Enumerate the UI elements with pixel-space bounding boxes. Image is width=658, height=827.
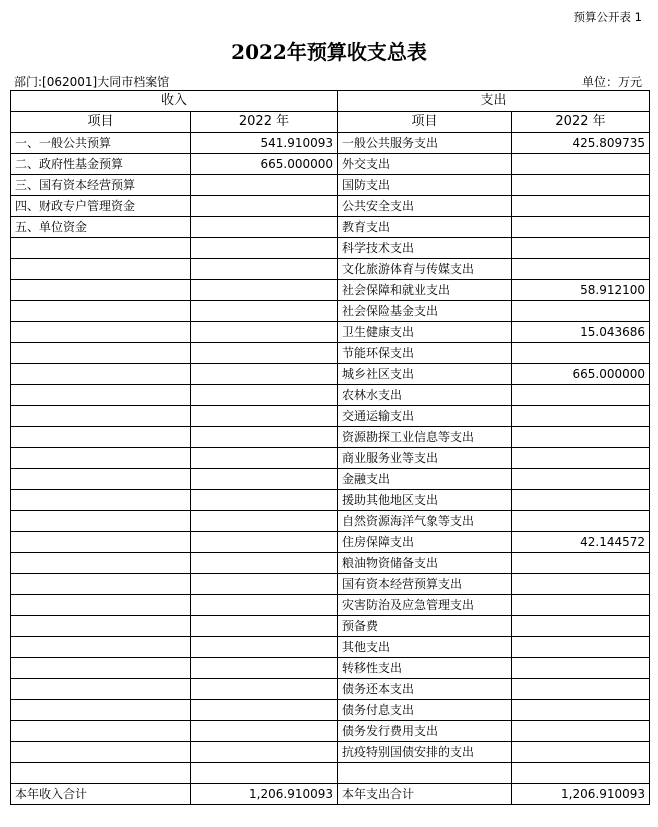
table-row xyxy=(11,574,650,595)
income-section-header: 收入 xyxy=(11,91,338,112)
table-number-label: 预算公开表 1 xyxy=(573,10,642,24)
table-row xyxy=(11,595,650,616)
income-item-cell xyxy=(11,511,191,532)
income-amount-cell xyxy=(191,364,338,385)
expense-item-cell: 转移性支出 xyxy=(338,658,512,679)
table-row xyxy=(11,217,650,238)
expense-item-cell: 卫生健康支出 xyxy=(338,322,512,343)
table-row xyxy=(11,322,650,343)
table-body xyxy=(11,133,650,784)
income-item-cell xyxy=(11,427,191,448)
expense-amount-cell: 42.144572 xyxy=(512,532,650,553)
income-item-cell: 一、一般公共预算 xyxy=(11,133,191,154)
expense-item-cell: 债务发行费用支出 xyxy=(338,721,512,742)
table-row xyxy=(11,469,650,490)
income-item-cell xyxy=(11,469,191,490)
budget-table xyxy=(10,90,650,805)
expense-item-cell: 粮油物资储备支出 xyxy=(338,553,512,574)
expense-amount-cell: 15.043686 xyxy=(512,322,650,343)
expense-item-cell: 农林水支出 xyxy=(338,385,512,406)
expense-item-cell: 灾害防治及应急管理支出 xyxy=(338,595,512,616)
income-amount-cell xyxy=(191,343,338,364)
expense-item-cell: 金融支出 xyxy=(338,469,512,490)
expense-amount-cell xyxy=(512,490,650,511)
expense-section-header: 支出 xyxy=(338,91,650,112)
expense-amount-cell xyxy=(512,175,650,196)
income-amount-cell xyxy=(191,637,338,658)
expense-amount-cell xyxy=(512,637,650,658)
expense-item-cell: 自然资源海洋气象等支出 xyxy=(338,511,512,532)
income-item-cell xyxy=(11,616,191,637)
section-header-row xyxy=(11,91,650,112)
income-amount-cell xyxy=(191,553,338,574)
income-amount-cell xyxy=(191,448,338,469)
income-item-cell xyxy=(11,763,191,784)
income-total-label: 本年收入合计 xyxy=(11,783,191,804)
income-item-cell xyxy=(11,658,191,679)
income-item-cell xyxy=(11,700,191,721)
expense-amount-cell xyxy=(512,763,650,784)
expense-amount-cell xyxy=(512,553,650,574)
income-amount-cell: 541.910093 xyxy=(191,133,338,154)
table-row xyxy=(11,364,650,385)
income-item-cell xyxy=(11,343,191,364)
table-row xyxy=(11,721,650,742)
expense-item-cell: 外交支出 xyxy=(338,154,512,175)
income-amount-cell xyxy=(191,763,338,784)
income-amount-cell xyxy=(191,658,338,679)
table-row xyxy=(11,154,650,175)
unit-label: 单位：万元 xyxy=(581,75,642,89)
income-amount-cell xyxy=(191,742,338,763)
table-row xyxy=(11,553,650,574)
expense-item-cell: 预备费 xyxy=(338,616,512,637)
table-row xyxy=(11,532,650,553)
income-amount-cell xyxy=(191,511,338,532)
income-amount-cell xyxy=(191,532,338,553)
expense-item-cell: 教育支出 xyxy=(338,217,512,238)
income-amount-cell xyxy=(191,469,338,490)
expense-item-cell: 社会保障和就业支出 xyxy=(338,280,512,301)
table-row xyxy=(11,259,650,280)
expense-item-cell: 科学技术支出 xyxy=(338,238,512,259)
income-amount-cell xyxy=(191,322,338,343)
income-item-cell: 五、单位资金 xyxy=(11,217,191,238)
expense-amount-cell xyxy=(512,301,650,322)
income-item-cell xyxy=(11,679,191,700)
table-row xyxy=(11,238,650,259)
expense-item-cell xyxy=(338,763,512,784)
expense-amount-cell xyxy=(512,700,650,721)
income-total-amount: 1,206.910093 xyxy=(191,783,338,804)
expense-total-amount: 1,206.910093 xyxy=(512,783,650,804)
income-item-cell xyxy=(11,448,191,469)
expense-amount-cell xyxy=(512,742,650,763)
income-item-header: 项目 xyxy=(11,112,191,133)
income-amount-cell xyxy=(191,679,338,700)
income-amount-cell xyxy=(191,406,338,427)
income-item-cell xyxy=(11,553,191,574)
income-item-cell: 四、财政专户管理资金 xyxy=(11,196,191,217)
income-amount-cell xyxy=(191,238,338,259)
income-amount-cell xyxy=(191,574,338,595)
table-row xyxy=(11,280,650,301)
table-row xyxy=(11,742,650,763)
table-row xyxy=(11,427,650,448)
income-item-cell xyxy=(11,238,191,259)
expense-amount-cell xyxy=(512,721,650,742)
income-amount-cell xyxy=(191,700,338,721)
income-item-cell: 二、政府性基金预算 xyxy=(11,154,191,175)
income-item-cell: 三、国有资本经营预算 xyxy=(11,175,191,196)
income-item-cell xyxy=(11,721,191,742)
expense-amount-cell xyxy=(512,154,650,175)
income-item-cell xyxy=(11,406,191,427)
expense-amount-cell xyxy=(512,259,650,280)
income-item-cell xyxy=(11,595,191,616)
income-item-cell xyxy=(11,322,191,343)
income-amount-cell xyxy=(191,301,338,322)
income-item-cell xyxy=(11,532,191,553)
income-amount-cell: 665.000000 xyxy=(191,154,338,175)
expense-amount-cell xyxy=(512,574,650,595)
expense-item-cell: 文化旅游体育与传媒支出 xyxy=(338,259,512,280)
expense-item-cell: 国防支出 xyxy=(338,175,512,196)
income-amount-cell xyxy=(191,385,338,406)
expense-item-cell: 公共安全支出 xyxy=(338,196,512,217)
income-item-cell xyxy=(11,385,191,406)
expense-amount-cell xyxy=(512,679,650,700)
expense-amount-cell xyxy=(512,658,650,679)
expense-amount-cell: 58.912100 xyxy=(512,280,650,301)
income-item-cell xyxy=(11,637,191,658)
expense-total-label: 本年支出合计 xyxy=(338,783,512,804)
expense-item-cell: 交通运输支出 xyxy=(338,406,512,427)
expense-item-cell: 国有资本经营预算支出 xyxy=(338,574,512,595)
income-amount-cell xyxy=(191,175,338,196)
income-item-cell xyxy=(11,364,191,385)
income-amount-cell xyxy=(191,259,338,280)
expense-amount-cell: 665.000000 xyxy=(512,364,650,385)
income-item-cell xyxy=(11,280,191,301)
income-amount-cell xyxy=(191,721,338,742)
expense-amount-cell xyxy=(512,616,650,637)
expense-amount-cell xyxy=(512,595,650,616)
expense-item-cell: 抗疫特别国债安排的支出 xyxy=(338,742,512,763)
expense-item-cell: 节能环保支出 xyxy=(338,343,512,364)
table-row xyxy=(11,763,650,784)
table-row xyxy=(11,511,650,532)
income-item-cell xyxy=(11,490,191,511)
table-row xyxy=(11,637,650,658)
expense-item-cell: 其他支出 xyxy=(338,637,512,658)
expense-amount-cell xyxy=(512,469,650,490)
expense-amount-cell xyxy=(512,238,650,259)
table-row xyxy=(11,679,650,700)
expense-item-cell: 商业服务业等支出 xyxy=(338,448,512,469)
column-header-row xyxy=(11,112,650,133)
table-row xyxy=(11,406,650,427)
expense-amount-cell: 425.809735 xyxy=(512,133,650,154)
expense-amount-cell xyxy=(512,385,650,406)
expense-amount-cell xyxy=(512,511,650,532)
expense-amount-cell xyxy=(512,406,650,427)
table-row xyxy=(11,196,650,217)
income-item-cell xyxy=(11,259,191,280)
table-row xyxy=(11,448,650,469)
table-row xyxy=(11,385,650,406)
income-amount-cell xyxy=(191,427,338,448)
income-amount-cell xyxy=(191,616,338,637)
expense-item-cell: 城乡社区支出 xyxy=(338,364,512,385)
table-row xyxy=(11,658,650,679)
expense-amount-cell xyxy=(512,427,650,448)
expense-item-cell: 社会保险基金支出 xyxy=(338,301,512,322)
income-amount-cell xyxy=(191,217,338,238)
table-row xyxy=(11,616,650,637)
table-row xyxy=(11,301,650,322)
expense-item-cell: 资源勘探工业信息等支出 xyxy=(338,427,512,448)
expense-item-cell: 一般公共服务支出 xyxy=(338,133,512,154)
expense-item-cell: 住房保障支出 xyxy=(338,532,512,553)
total-row xyxy=(11,783,650,804)
income-amount-cell xyxy=(191,196,338,217)
income-amount-cell xyxy=(191,490,338,511)
income-year-header: 2022 年 xyxy=(191,112,338,133)
income-item-cell xyxy=(11,742,191,763)
expense-amount-cell xyxy=(512,217,650,238)
expense-item-cell: 债务还本支出 xyxy=(338,679,512,700)
income-amount-cell xyxy=(191,595,338,616)
expense-item-cell: 援助其他地区支出 xyxy=(338,490,512,511)
table-row xyxy=(11,700,650,721)
expense-item-cell: 债务付息支出 xyxy=(338,700,512,721)
income-amount-cell xyxy=(191,280,338,301)
page-title: 2022年预算收支总表 xyxy=(231,40,427,64)
expense-amount-cell xyxy=(512,196,650,217)
income-item-cell xyxy=(11,574,191,595)
expense-year-header: 2022 年 xyxy=(512,112,650,133)
table-row xyxy=(11,343,650,364)
income-item-cell xyxy=(11,301,191,322)
expense-item-header: 项目 xyxy=(338,112,512,133)
expense-amount-cell xyxy=(512,343,650,364)
expense-amount-cell xyxy=(512,448,650,469)
table-row xyxy=(11,175,650,196)
department-label: 部门:[062001]大同市档案馆 xyxy=(14,75,170,89)
table-row xyxy=(11,490,650,511)
table-row xyxy=(11,133,650,154)
